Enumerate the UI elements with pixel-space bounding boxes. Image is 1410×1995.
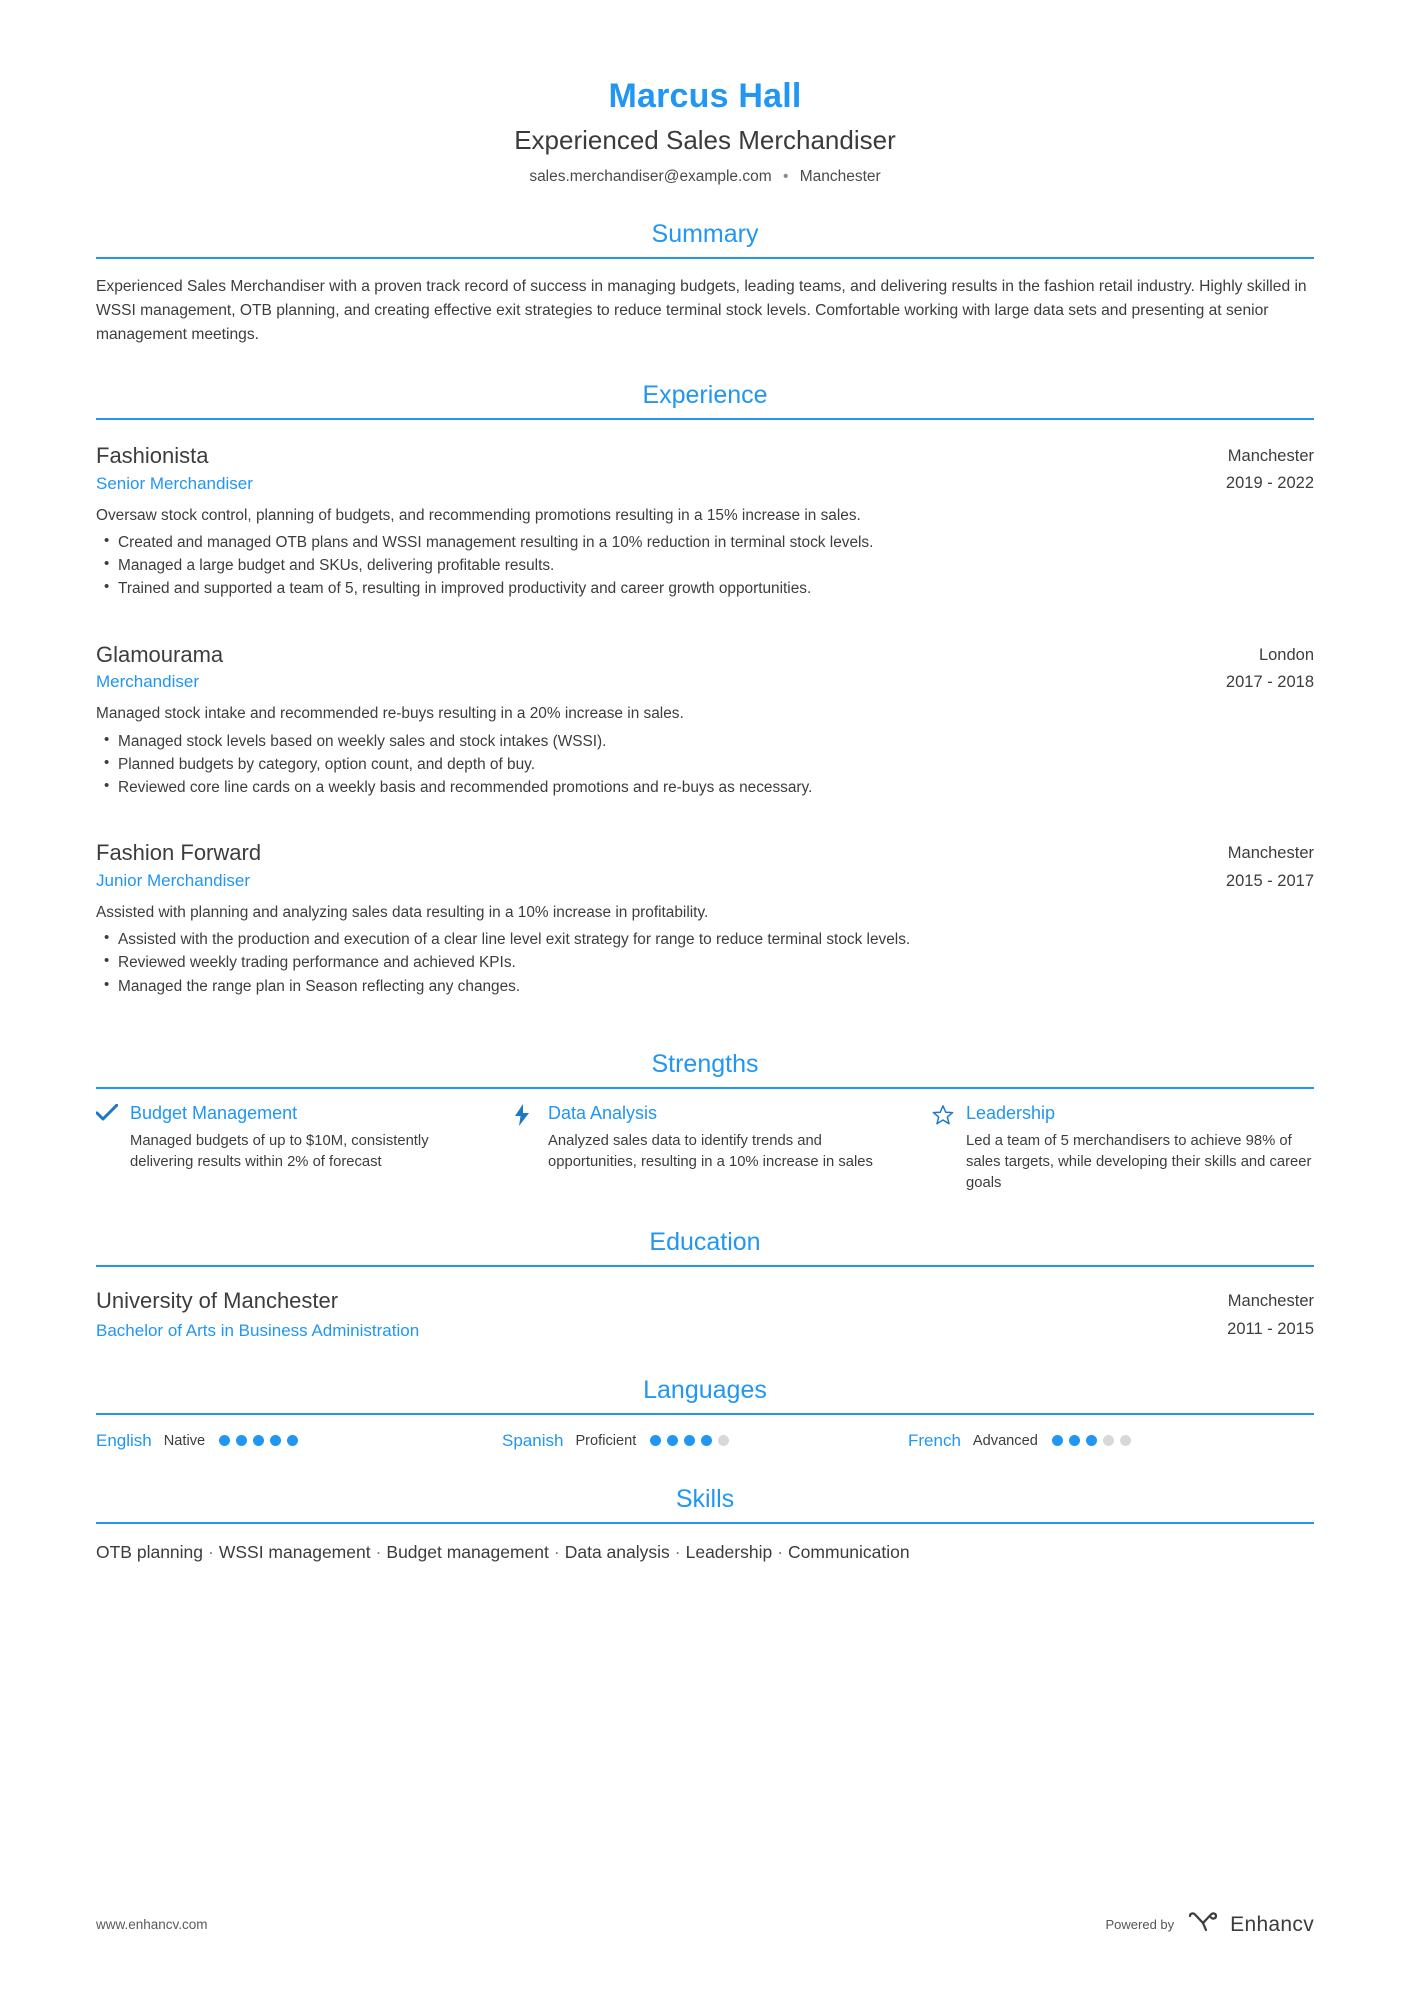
section-experience: [96, 381, 1314, 1016]
rating-dot: [287, 1435, 298, 1446]
contact-separator: •: [782, 167, 789, 185]
list-item: • Managed the range plan in Season reflecting any changes.: [96, 975, 1314, 998]
language-level: Native: [163, 1432, 206, 1449]
skill-separator: ·: [553, 1541, 560, 1562]
section-title-education: Education: [649, 1228, 761, 1257]
job-position: Junior Merchandiser: [96, 870, 251, 890]
job-description: Assisted with planning and analyzing sales data resulting in a 10% increase in profitability.: [96, 903, 709, 921]
check-icon: [96, 1103, 130, 1129]
section-strengths: [96, 1050, 1314, 1195]
experience-entry: [96, 641, 1314, 818]
list-item: • Planned budgets by category, option count, and depth of buy.: [96, 753, 1314, 776]
experience-entry: [96, 442, 1314, 619]
rating-dot: [701, 1435, 712, 1446]
language-name: French: [908, 1430, 961, 1450]
skill-item: Communication: [788, 1541, 910, 1562]
skill-item: OTB planning: [96, 1541, 204, 1562]
job-bullet-list: [96, 928, 1314, 997]
summary-text: Experienced Sales Merchandiser with a proven track record of success in managing budgets, leading teams, and delivering results in the fashion retail industry. Highly skilled in WSSI management, OTB planning, and creating effective exit strategies to reduce terminal stock levels. Comfortable working with large data sets and presenting at senior management meetings.: [96, 277, 1307, 343]
school-name: University of Manchester: [96, 1288, 339, 1314]
job-location: London: [1258, 645, 1314, 664]
job-position: Senior Merchandiser: [96, 473, 253, 493]
strength-item: [514, 1103, 896, 1195]
section-title-experience: Experience: [642, 381, 768, 410]
skill-separator: ·: [375, 1541, 382, 1562]
rating-dot: [650, 1435, 661, 1446]
skill-item: Leadership: [685, 1541, 773, 1562]
language-name: English: [96, 1430, 152, 1450]
skill-item: WSSI management: [218, 1541, 371, 1562]
job-position: Merchandiser: [96, 672, 199, 692]
strength-title: Leadership: [966, 1102, 1056, 1123]
strengths-list: [96, 1089, 1314, 1195]
skill-separator: ·: [777, 1541, 784, 1562]
strength-description: Managed budgets of up to $10M, consistently delivering results within 2% of forecast: [130, 1133, 429, 1171]
star-outline-icon: [932, 1103, 966, 1133]
language-item: [502, 1431, 908, 1451]
job-location: Manchester: [1227, 844, 1314, 863]
rating-dot: [667, 1435, 678, 1446]
section-skills: [96, 1485, 1314, 1565]
section-title-summary: Summary: [651, 219, 759, 248]
email-text: sales.merchandiser@example.com: [529, 167, 772, 185]
job-bullet-list: [96, 531, 1314, 600]
rating-dot: [219, 1435, 230, 1446]
job-bullet-list: [96, 730, 1314, 799]
rating-dot: [1103, 1435, 1114, 1446]
strength-description: Led a team of 5 merchandisers to achieve 98% of sales targets, while developing their skills and career goals: [966, 1133, 1312, 1192]
language-level: Advanced: [972, 1432, 1038, 1449]
strength-title: Data Analysis: [548, 1102, 658, 1123]
resume-header: [96, 0, 1314, 186]
list-item: • Assisted with the production and execution of a clear line level exit strategy for range to reduce terminal stock levels.: [96, 928, 1314, 951]
language-rating-dots: [650, 1435, 729, 1446]
enhancv-logo: [1188, 1912, 1314, 1937]
strength-item: [96, 1103, 478, 1195]
lightning-bolt-icon: [514, 1103, 548, 1133]
languages-list: [96, 1415, 1314, 1451]
job-dates: 2019 - 2022: [1225, 474, 1314, 493]
company-name: Fashionista: [96, 443, 209, 469]
list-item: • Reviewed weekly trading performance and achieved KPIs.: [96, 951, 1314, 974]
list-item: • Managed stock levels based on weekly sales and stock intakes (WSSI).: [96, 730, 1314, 753]
job-dates: 2015 - 2017: [1225, 871, 1314, 890]
list-item: • Reviewed core line cards on a weekly basis and recommended promotions and re-buys as necessary.: [96, 776, 1314, 799]
skill-separator: ·: [208, 1541, 214, 1562]
education-entry: [96, 1283, 1314, 1342]
job-title: Experienced Sales Merchandiser: [514, 125, 896, 156]
rating-dot: [1120, 1435, 1131, 1446]
skill-item: Budget management: [386, 1541, 549, 1562]
enhancv-mark-icon: [1188, 1912, 1222, 1937]
experience-entry: [96, 839, 1314, 1016]
list-item: • Managed a large budget and SKUs, delivering profitable results.: [96, 554, 1314, 577]
strength-description: Analyzed sales data to identify trends and opportunities, resulting in a 10% increase in sales: [548, 1133, 873, 1171]
brand-name: Enhancv: [1230, 1912, 1314, 1936]
job-dates: 2017 - 2018: [1225, 673, 1314, 692]
language-level: Proficient: [575, 1432, 637, 1449]
language-rating-dots: [1052, 1435, 1131, 1446]
rating-dot: [718, 1435, 729, 1446]
section-title-strengths: Strengths: [651, 1049, 759, 1078]
language-rating-dots: [219, 1435, 298, 1446]
strength-item: [932, 1103, 1314, 1195]
rating-dot: [684, 1435, 695, 1446]
section-title-languages: Languages: [643, 1375, 767, 1404]
rating-dot: [253, 1435, 264, 1446]
contact-line: [96, 168, 1314, 186]
list-item: • Created and managed OTB plans and WSSI management resulting in a 10% reduction in terminal stock levels.: [96, 531, 1314, 554]
rating-dot: [1052, 1435, 1063, 1446]
section-languages: [96, 1376, 1314, 1451]
rating-dot: [1086, 1435, 1097, 1446]
section-summary: [96, 220, 1314, 347]
job-description: Oversaw stock control, planning of budgets, and recommending promotions resulting in a 15% increase in sales.: [96, 506, 861, 524]
job-description: Managed stock intake and recommended re-buys resulting in a 20% increase in sales.: [96, 705, 684, 723]
language-name: Spanish: [502, 1430, 564, 1450]
skill-separator: ·: [674, 1541, 681, 1562]
rating-dot: [270, 1435, 281, 1446]
skills-list: [96, 1524, 1314, 1565]
strength-title: Budget Management: [130, 1102, 298, 1123]
company-name: Glamourama: [96, 641, 224, 667]
company-name: Fashion Forward: [96, 840, 262, 866]
degree-name: Bachelor of Arts in Business Administration: [96, 1320, 420, 1340]
skill-item: Data analysis: [564, 1541, 670, 1562]
location-text: Manchester: [799, 167, 881, 185]
experience-list: [96, 420, 1314, 1016]
school-dates: 2011 - 2015: [1227, 1319, 1314, 1338]
job-location: Manchester: [1227, 447, 1314, 466]
language-item: [96, 1431, 502, 1451]
rating-dot: [1069, 1435, 1080, 1446]
section-education: [96, 1228, 1314, 1342]
website-link[interactable]: www.enhancv.com: [96, 1917, 208, 1932]
page-footer: [96, 1912, 1314, 1937]
section-title-skills: Skills: [675, 1484, 735, 1513]
powered-by-label: Powered by: [1105, 1917, 1175, 1932]
list-item: • Trained and supported a team of 5, resulting in improved productivity and career growth opportunities.: [96, 577, 1314, 600]
rating-dot: [236, 1435, 247, 1446]
page-title: Marcus Hall: [608, 77, 802, 115]
language-item: [908, 1431, 1314, 1451]
school-location: Manchester: [1227, 1292, 1314, 1311]
